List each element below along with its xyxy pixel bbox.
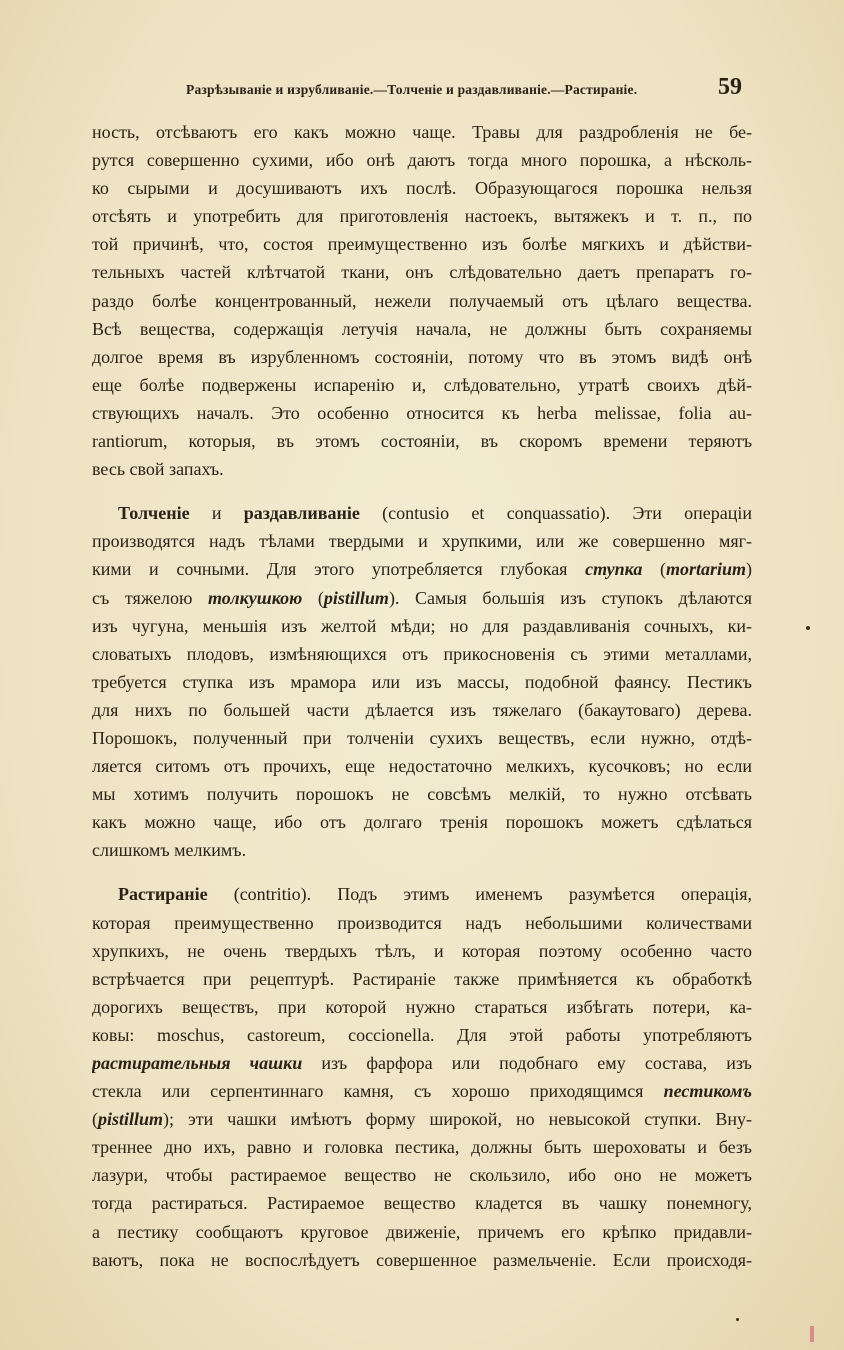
text-line bbox=[92, 455, 752, 483]
line-text: рутся совершенно сухими, ибо онѣ даютъ тогда много порошка, а нѣсколь- bbox=[92, 150, 752, 171]
line-text: мы хотимъ получить порошокъ не совсѣмъ мелкій, то нужно отсѣвать bbox=[92, 784, 752, 805]
text-line bbox=[92, 937, 752, 965]
line-text: Всѣ вещества, содержащія летучія начала, не должны быть сохраняемы bbox=[92, 318, 752, 339]
line-text: тогда растираться. Растираемое вещество кладется въ чашку понемногу, bbox=[92, 1193, 752, 1214]
line-text: стекла или серпентиннаго камня, съ хорошо приходящимся bbox=[92, 1081, 664, 1102]
line-text: треннее дно ихъ, равно и головка пестика, должны быть шероховаты и безъ bbox=[92, 1137, 752, 1158]
line-text: производятся надъ тѣлами твердыми и хрупкими, или же совершенно мяг- bbox=[92, 531, 752, 552]
text-line bbox=[92, 668, 752, 696]
emphasized-term: растирательныя чашки bbox=[92, 1053, 303, 1073]
paragraph-3 bbox=[92, 880, 752, 1273]
emphasized-term: pistillum bbox=[98, 1109, 164, 1130]
text-line bbox=[92, 1105, 752, 1133]
text-line bbox=[92, 752, 752, 780]
body-text bbox=[92, 118, 752, 1274]
text-line bbox=[92, 555, 752, 583]
text-line bbox=[92, 1133, 752, 1161]
line-text: какъ можно чаще, ибо отъ долгаго тренія порошокъ можетъ сдѣлаться bbox=[92, 812, 752, 833]
text-line bbox=[92, 146, 752, 174]
text-line bbox=[92, 230, 752, 258]
text-line bbox=[92, 499, 752, 527]
section-term: Растираніе bbox=[118, 884, 208, 905]
line-text: ( bbox=[642, 559, 666, 580]
line-text: дорогихъ веществъ, при которой нужно стараться избѣгать потери, ка- bbox=[92, 996, 752, 1017]
line-text: ); эти чашки имѣютъ форму широкой, но невысокой ступки. Вну- bbox=[163, 1109, 752, 1130]
text-line bbox=[92, 696, 752, 724]
text-line bbox=[92, 118, 752, 146]
paragraph-1 bbox=[92, 118, 752, 483]
text-line bbox=[92, 724, 752, 752]
line-text: хрупкихъ, не очень твердыхъ тѣлъ, и которая поэтому особенно часто bbox=[92, 940, 752, 961]
text-line bbox=[92, 993, 752, 1021]
emphasized-term: pistillum bbox=[323, 587, 389, 608]
text-line bbox=[92, 808, 752, 836]
text-line bbox=[92, 427, 752, 455]
line-text: съ тяжелою bbox=[92, 587, 209, 608]
line-text: для нихъ по большей части дѣлается изъ тяжелаго (бакаутоваго) дерева. bbox=[92, 699, 752, 720]
line-text: которая преимущественно производится надъ небольшими количествами bbox=[92, 912, 752, 933]
line-text: ко сырыми и досушиваютъ ихъ послѣ. Образующагося порошка нельзя bbox=[92, 178, 752, 199]
emphasized-term: ступка bbox=[585, 559, 643, 580]
line-text: той причинѣ, что, состоя преимущественно изъ болѣе мягкихъ и дѣйстви- bbox=[92, 234, 752, 255]
line-text: Порошокъ, полученный при толченіи сухихъ веществъ, если нужно, отдѣ- bbox=[92, 727, 752, 748]
line-text: долгое время въ изрубленномъ состояніи, потому что въ этомъ видѣ онѣ bbox=[92, 346, 752, 367]
text-line bbox=[92, 202, 752, 230]
emphasized-term: толкушкою bbox=[208, 587, 303, 608]
term-joiner: и bbox=[189, 503, 244, 524]
line-text: кими и сочными. Для этого употребляется глубокая bbox=[92, 559, 586, 580]
text-line bbox=[92, 343, 752, 371]
line-text: тельныхъ частей клѣтчатой ткани, онъ слѣдовательно даетъ препаратъ го- bbox=[92, 262, 752, 283]
page-edge-mark bbox=[810, 1326, 814, 1342]
text-line bbox=[92, 1049, 752, 1077]
line-text: ляется ситомъ отъ прочихъ, еще недостаточно мелкихъ, кусочковъ; но если bbox=[92, 756, 752, 777]
line-text: ность, отсѣваютъ его какъ можно чаще. Травы для раздробленія не бе- bbox=[92, 122, 752, 142]
ink-spot bbox=[806, 626, 810, 630]
line-text: ) bbox=[746, 559, 752, 580]
line-text: ствующихъ началъ. Это особенно относится къ herba melissae, folia au- bbox=[92, 402, 752, 423]
line-text: ваютъ, пока не воспослѣдуетъ совершенное размельченіе. Если происходя- bbox=[92, 1249, 752, 1270]
line-text: раздо болѣе концентрованный, нежели получаемый отъ цѣлаго вещества. bbox=[92, 290, 752, 311]
line-text: слишкомъ мелкимъ. bbox=[92, 840, 247, 861]
line-text: (contritio). Подъ этимъ именемъ разумѣется операція, bbox=[207, 884, 752, 905]
text-line bbox=[92, 371, 752, 399]
text-line bbox=[92, 965, 752, 993]
text-line bbox=[92, 909, 752, 937]
line-text: лазури, чтобы растираемое вещество не скользило, ибо оно не можетъ bbox=[92, 1165, 752, 1186]
running-title: Разрѣзываніе и изрубливаніе.—Толченіе и раздавливаніе.—Растираніе. bbox=[186, 82, 638, 97]
line-text: весь свой запахъ. bbox=[92, 459, 224, 480]
line-text: (contusio et conquassatio). Эти операціи bbox=[359, 503, 752, 524]
line-text: ( bbox=[302, 587, 324, 608]
text-line bbox=[92, 1077, 752, 1105]
page-header bbox=[0, 74, 844, 104]
text-line bbox=[92, 315, 752, 343]
text-line bbox=[92, 1021, 752, 1049]
text-line bbox=[92, 258, 752, 286]
paragraph-2 bbox=[92, 499, 752, 864]
text-line bbox=[92, 1218, 752, 1246]
line-text: требуется ступка изъ мрамора или изъ массы, подобной фаянсу. Пестикъ bbox=[92, 671, 752, 692]
emphasized-term: пестикомъ bbox=[663, 1081, 752, 1102]
text-line bbox=[92, 527, 752, 555]
text-line bbox=[92, 880, 752, 908]
text-line bbox=[92, 174, 752, 202]
section-term: раздавливаніе bbox=[243, 503, 360, 524]
line-text: встрѣчается при рецептурѣ. Растираніе также примѣняется къ обработкѣ bbox=[92, 968, 752, 989]
line-text: изъ чугуна, меньшія изъ желтой мѣди; но для раздавливанія сочныхъ, ки- bbox=[92, 615, 752, 636]
line-text: отсѣять и употребить для приготовленія настоекъ, вытяжекъ и т. п., по bbox=[92, 206, 752, 227]
line-text: rantiorum, которыя, въ этомъ состояніи, въ скоромъ времени теряютъ bbox=[92, 431, 752, 452]
text-line bbox=[92, 1246, 752, 1274]
text-line bbox=[92, 836, 752, 864]
text-line bbox=[92, 1189, 752, 1217]
text-line bbox=[92, 780, 752, 808]
text-line bbox=[92, 612, 752, 640]
line-text: еще болѣе подвержены испаренію и, слѣдовательно, утратѣ своихъ дѣй- bbox=[92, 374, 752, 395]
section-term: Толченіе bbox=[118, 503, 190, 524]
text-line bbox=[92, 287, 752, 315]
line-text: словатыхъ плодовъ, измѣняющихся отъ прикосновенія съ этими металлами, bbox=[92, 643, 752, 664]
line-text: изъ фарфора или подобнаго ему состава, изъ bbox=[302, 1053, 752, 1073]
text-line bbox=[92, 399, 752, 427]
line-text: а пестику сообщаютъ круговое движеніе, причемъ его крѣпко придавли- bbox=[92, 1221, 752, 1242]
ink-spot bbox=[736, 1318, 739, 1321]
line-text: ковы: moschus, castoreum, coccionella. Для этой работы употребляютъ bbox=[92, 1024, 752, 1045]
text-line bbox=[92, 1161, 752, 1189]
text-line bbox=[92, 584, 752, 612]
emphasized-term: mortarium bbox=[665, 559, 746, 580]
line-text: ( bbox=[92, 1109, 98, 1130]
page-number: 59 bbox=[718, 74, 742, 100]
line-text: ). Самыя большія изъ ступокъ дѣлаются bbox=[388, 587, 752, 608]
text-line bbox=[92, 640, 752, 668]
